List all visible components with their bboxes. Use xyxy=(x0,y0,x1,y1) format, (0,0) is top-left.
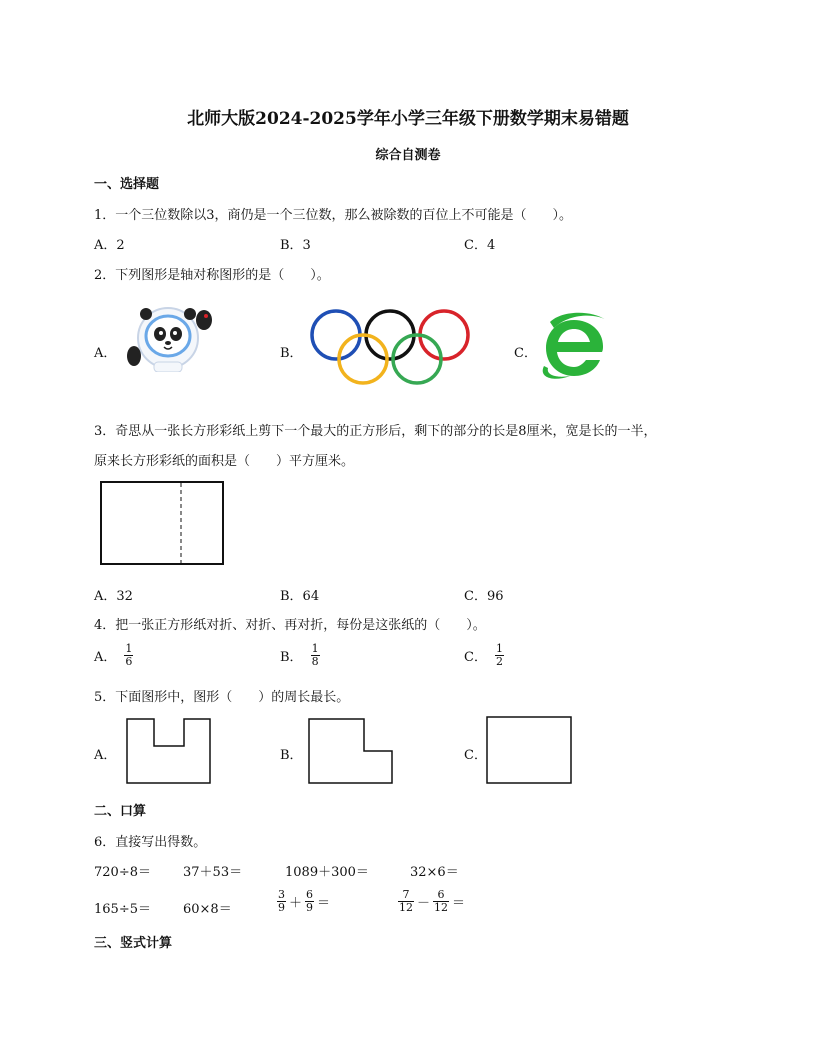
q5-option-b: B． xyxy=(280,748,303,763)
calc-item: 60×8＝ xyxy=(183,902,232,917)
calc-item: 165÷5＝ xyxy=(94,902,151,917)
page-title: 北师大版2024-2025学年小学三年级下册数学期末易错题 xyxy=(187,109,629,129)
question-4-stem: 4．把一张正方形纸对折、对折、再对折，每份是这张纸的（ ）。 xyxy=(94,618,486,633)
olympic-rings-image xyxy=(306,305,474,387)
q4-option-c-label: C． xyxy=(464,650,487,665)
q2-option-c: C． xyxy=(514,346,537,361)
section-heading-vertical-calc: 三、竖式计算 xyxy=(94,936,173,951)
q5-option-c: C． xyxy=(464,748,487,763)
question-3-stem-line2: 原来长方形彩纸的面积是（ ）平方厘米。 xyxy=(94,454,355,469)
fraction: $\frac{6}{12}$ xyxy=(434,888,449,914)
q3-option-c: C．96 xyxy=(464,589,504,604)
q4-option-a-label: A． xyxy=(94,650,117,665)
q1-option-b: B．3 xyxy=(280,238,311,253)
green-e-logo-image xyxy=(540,310,608,384)
q3-option-b: B．64 xyxy=(280,589,320,604)
calc-item: 37＋53＝ xyxy=(183,865,243,880)
q2-option-a: A． xyxy=(94,346,117,361)
q1-option-c: C．4 xyxy=(464,238,496,253)
q4-option-c xyxy=(464,643,504,668)
question-6-stem: 6．直接写出得数。 xyxy=(94,835,207,850)
q2-option-b: B． xyxy=(280,346,303,361)
shape-c-rectangle xyxy=(486,716,574,786)
fraction: $\frac{1}{2}$ xyxy=(495,642,503,668)
panda-mascot-image xyxy=(118,300,226,372)
shape-b-l-shape xyxy=(308,718,396,786)
paper-rectangle-diagram xyxy=(100,481,226,567)
q3-option-a: A．32 xyxy=(94,589,133,604)
q4-option-b xyxy=(280,643,320,668)
page-subtitle: 综合自测卷 xyxy=(375,148,441,163)
question-3-stem-line1: 3．奇思从一张长方形彩纸上剪下一个最大的正方形后，剩下的部分的长是8厘米，宽是长的一半， xyxy=(94,424,657,439)
fraction: $\frac{7}{12}$ xyxy=(399,888,413,914)
question-5-stem: 5．下面图形中，图形（ ）的周长最长。 xyxy=(94,690,350,705)
calc-item: 32×6＝ xyxy=(410,865,459,880)
q1-option-a: A．2 xyxy=(94,238,125,253)
section-heading-choice: 一、选择题 xyxy=(94,177,160,192)
calc-item-fraction-difference: $\frac{7}{12}$ － $\frac{6}{12}$ ＝ xyxy=(399,888,466,914)
q4-option-b-label: B． xyxy=(280,650,303,665)
section-heading-mental-math: 二、口算 xyxy=(94,804,147,819)
question-2-stem: 2．下列图形是轴对称图形的是（ ）。 xyxy=(94,268,330,283)
q5-option-a: A． xyxy=(94,748,117,763)
fraction: $\frac{6}{9}$ xyxy=(306,888,314,914)
question-1-stem: 1．一个三位数除以3，商仍是一个三位数，那么被除数的百位上不可能是（ ）。 xyxy=(94,208,573,223)
shape-a-notched-rectangle xyxy=(126,718,214,786)
fraction: $\frac{1}{6}$ xyxy=(125,642,133,668)
q4-option-a xyxy=(94,643,133,668)
calc-item: 1089＋300＝ xyxy=(285,865,369,880)
fraction: $\frac{3}{9}$ xyxy=(278,888,285,914)
calc-item: 720÷8＝ xyxy=(94,865,151,880)
calc-item-fraction-sum: $\frac{3}{9}$ ＋ $\frac{6}{9}$ ＝ xyxy=(278,888,331,914)
fraction: $\frac{1}{8}$ xyxy=(311,642,319,668)
